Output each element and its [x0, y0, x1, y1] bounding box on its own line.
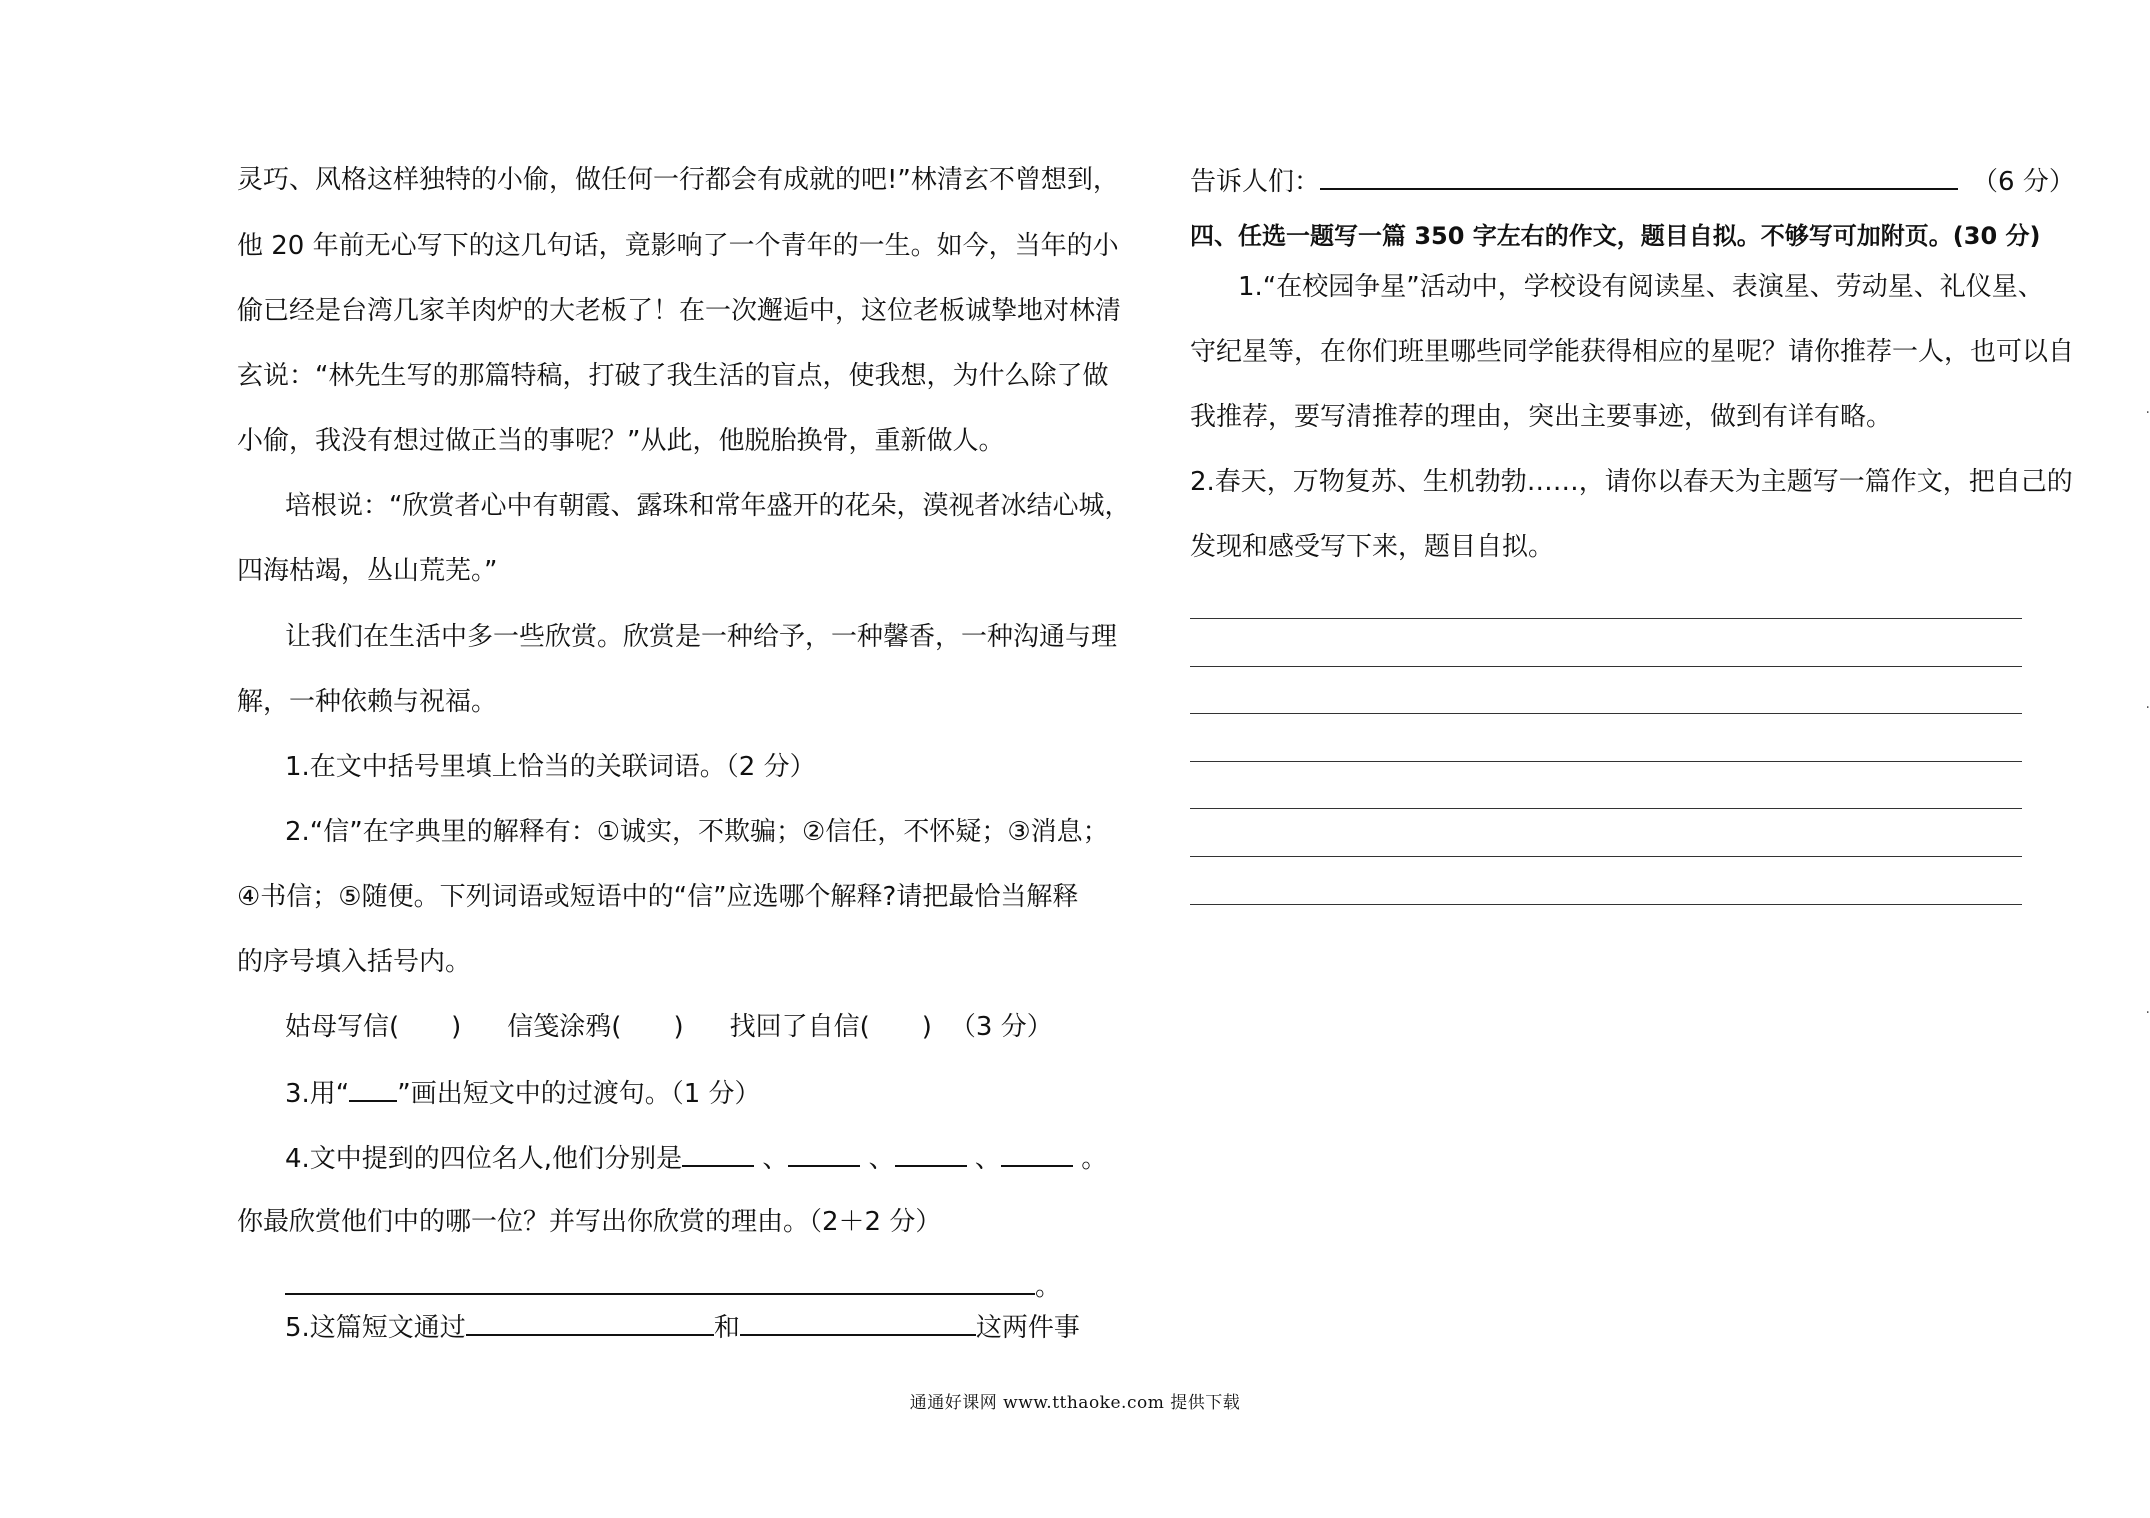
underline-sample — [349, 1072, 397, 1102]
answer-blank[interactable] — [740, 1306, 976, 1336]
answer-blank[interactable] — [895, 1137, 967, 1167]
passage-line: 玄说：“林先生写的那篇特稿，打破了我生活的盲点，使我想，为什么除了做 — [237, 361, 1109, 391]
writing-line[interactable] — [1190, 904, 2022, 905]
question-5: 5.这篇短文通过 和 这两件事 — [285, 1306, 1080, 1348]
score: （3 分） — [949, 1012, 1053, 1042]
binding-mark: · — [2145, 1005, 2150, 1021]
answer-line[interactable] — [285, 1265, 1035, 1295]
binding-mark: · — [2145, 700, 2150, 716]
writing-line[interactable] — [1190, 666, 2022, 667]
answer-blank[interactable] — [788, 1137, 860, 1167]
topic-1: 1.“在校园争星”活动中，学校设有阅读星、表演星、劳动星、礼仪星、 — [1238, 272, 2044, 302]
item-zixin[interactable]: 找回了自信( ) — [729, 1012, 932, 1042]
question-4: 4.文中提到的四位名人,他们分别是 、 、 、 。 — [285, 1137, 1107, 1179]
footer-source: 通通好课网 www.tthaoke.com 提供下载 — [909, 1393, 1241, 1413]
topic-2: 2.春天，万物复苏、生机勃勃……，请你以春天为主题写一篇作文，把自己的 — [1190, 467, 2073, 497]
topic-1-line: 守纪星等，在你们班里哪些同学能获得相应的星呢？请你推荐一人，也可以自 — [1190, 337, 2075, 367]
topic-2-line: 发现和感受写下来，题目自拟。 — [1190, 532, 1555, 562]
writing-line[interactable] — [1190, 618, 2022, 619]
topic-1-line: 我推荐，要写清推荐的理由，突出主要事迹，做到有详有略。 — [1190, 402, 1893, 432]
binding-mark: · — [2145, 405, 2150, 421]
passage-line: 他 20 年前无心写下的这几句话，竟影响了一个青年的一生。如今，当年的小 — [237, 231, 1119, 261]
writing-line[interactable] — [1190, 761, 2022, 762]
answer-line[interactable] — [1320, 160, 1958, 190]
question-3: 3.用“ ”画出短文中的过渡句。（1 分） — [285, 1072, 761, 1114]
section-4-title: 四、任选一题写一篇 350 字左右的作文，题目自拟。不够写可加附页。(30 分) — [1190, 222, 2041, 250]
passage-line: 小偷，我没有想过做正当的事呢？”从此，他脱胎换骨，重新做人。 — [237, 426, 1005, 456]
passage-line: 灵巧、风格这样独特的小偷，做任何一行都会有成就的吧!”林清玄不曾想到， — [237, 165, 1119, 195]
writing-line[interactable] — [1190, 856, 2022, 857]
passage-line: 偷已经是台湾几家羊肉炉的大老板了！在一次邂逅中，这位老板诚挚地对林清 — [237, 296, 1122, 326]
question-2-items — [285, 1007, 1085, 1047]
question-2: 2.“信”在字典里的解释有：①诚实，不欺骗；②信任，不怀疑；③消息； — [285, 817, 1109, 847]
passage-line: 四海枯竭，丛山荒芜。” — [237, 556, 498, 586]
passage-line: 培根说：“欣赏者心中有朝霞、露珠和常年盛开的花朵，漠视者冰结心城， — [285, 491, 1131, 521]
passage-line: 让我们在生活中多一些欣赏。欣赏是一种给予，一种馨香，一种沟通与理 — [285, 622, 1118, 652]
item-gumu[interactable]: 姑母写信( ) — [285, 1012, 462, 1042]
writing-line[interactable] — [1190, 713, 2022, 714]
tell-people-line: 告诉人们： （6 分） — [1190, 160, 2035, 202]
question-4-answer: 。 — [285, 1265, 1061, 1307]
writing-line[interactable] — [1190, 808, 2022, 809]
item-xinjian[interactable]: 信笺涂鸦( ) — [507, 1012, 684, 1042]
answer-blank[interactable] — [466, 1306, 714, 1336]
answer-blank[interactable] — [1001, 1137, 1073, 1167]
question-2-line: ④书信；⑤随便。下列词语或短语中的“信”应选哪个解释?请把最恰当解释 — [237, 882, 1079, 912]
passage-line: 解，一种依赖与祝福。 — [237, 687, 498, 717]
question-2-line: 的序号填入括号内。 — [237, 947, 472, 977]
question-1: 1.在文中括号里填上恰当的关联词语。（2 分） — [285, 752, 816, 782]
answer-blank[interactable] — [682, 1137, 754, 1167]
question-4-line: 你最欣赏他们中的哪一位？并写出你欣赏的理由。（2＋2 分） — [237, 1207, 942, 1237]
